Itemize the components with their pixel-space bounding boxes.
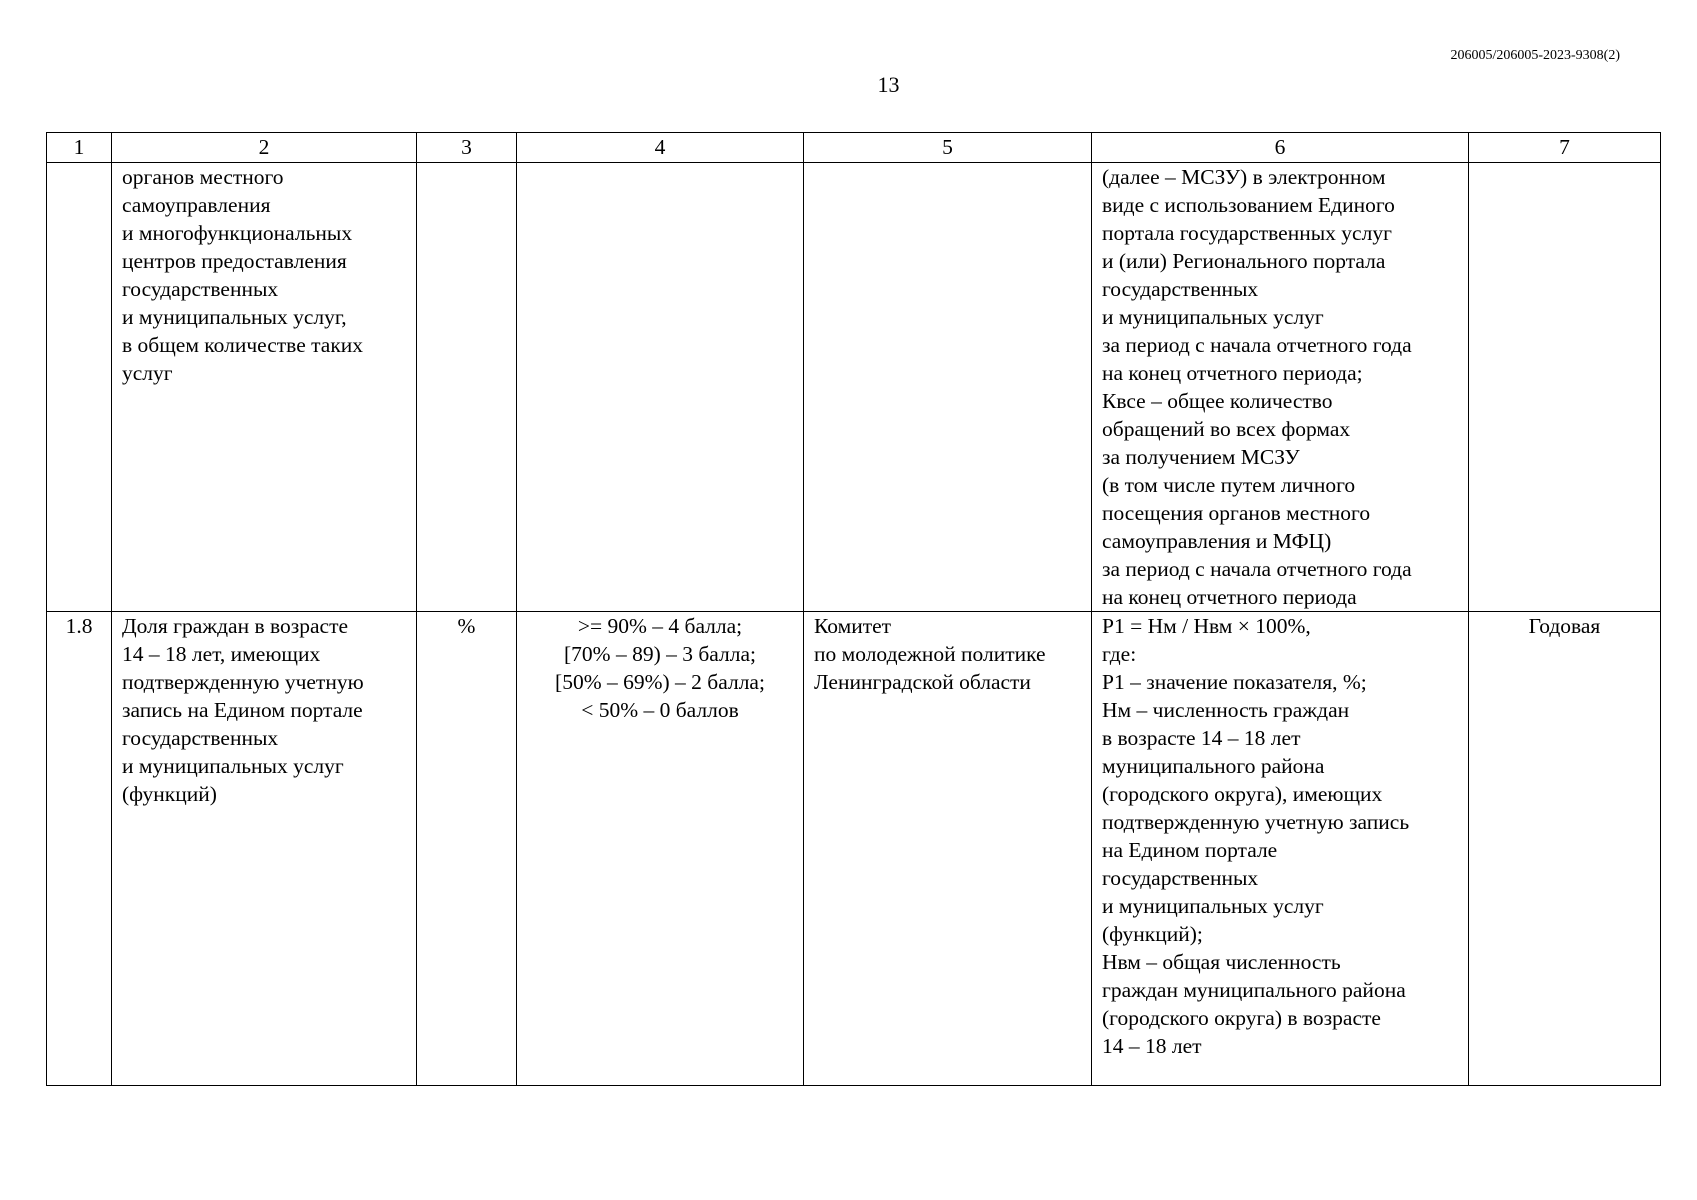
column-header: 2 <box>112 133 417 163</box>
cell-line: граждан муниципального района <box>1102 978 1406 1002</box>
column-header: 5 <box>804 133 1092 163</box>
cell-line: виде с использованием Единого <box>1102 193 1395 217</box>
cell-line: >= 90% – 4 балла; <box>577 614 743 638</box>
cell-line: (в том числе путем личного <box>1102 473 1356 497</box>
column-header: 7 <box>1469 133 1661 163</box>
frequency-cell <box>1469 163 1661 612</box>
cell-line: подтвержденную учетную <box>122 670 364 694</box>
cell-line: государственных <box>1102 277 1259 301</box>
cell-line: Квсе – общее количество <box>1102 389 1333 413</box>
column-header: 6 <box>1092 133 1469 163</box>
cell-line: Нвм – общая численность <box>1102 950 1341 974</box>
unit-cell <box>417 163 517 612</box>
cell-line: портала государственных услуг <box>1102 221 1392 245</box>
indicator-table <box>46 132 1661 1086</box>
cell-line: и многофункциональных <box>122 221 353 245</box>
formula-cell <box>1092 163 1469 612</box>
cell-line: на конец отчетного периода; <box>1102 361 1363 385</box>
cell-line: запись на Едином портале <box>122 698 363 722</box>
cell-line: Нм – численность граждан <box>1102 698 1350 722</box>
responsible-cell <box>804 163 1092 612</box>
cell-line: (далее – МСЗУ) в электронном <box>1102 165 1386 189</box>
cell-line: посещения органов местного <box>1102 501 1371 525</box>
unit-cell: % <box>417 612 517 1086</box>
cell-line: Р1 = Нм / Нвм × 100%, <box>1102 614 1311 638</box>
cell-line: самоуправления <box>122 193 271 217</box>
row-number-cell <box>47 163 112 612</box>
cell-line: Р1 – значение показателя, %; <box>1102 670 1367 694</box>
row-number-cell: 1.8 <box>47 612 112 1086</box>
cell-line: Комитет <box>814 614 892 638</box>
cell-line: [50% – 69%) – 2 балла; <box>555 670 765 694</box>
scoring-cell <box>517 612 804 1086</box>
cell-line: (функций); <box>1102 922 1203 946</box>
cell-line: государственных <box>122 277 279 301</box>
cell-line: 14 – 18 лет <box>1102 1034 1202 1058</box>
cell-line: (городского округа) в возрасте <box>1102 1006 1381 1030</box>
cell-line: 14 – 18 лет, имеющих <box>122 642 321 666</box>
cell-line: и муниципальных услуг <box>1102 894 1324 918</box>
cell-line: на Едином портале <box>1102 838 1278 862</box>
cell-line: и муниципальных услуг, <box>122 305 347 329</box>
cell-line: < 50% – 0 баллов <box>581 698 739 722</box>
cell-line: [70% – 89) – 3 балла; <box>564 642 756 666</box>
page-number: 13 <box>877 72 900 97</box>
cell-line: органов местного <box>122 165 284 189</box>
cell-line: обращений во всех формах <box>1102 417 1351 441</box>
indicator-name-cell <box>112 612 417 1086</box>
cell-line: центров предоставления <box>122 249 347 273</box>
cell-line: Доля граждан в возрасте <box>122 614 349 638</box>
cell-line: и (или) Регионального портала <box>1102 249 1386 273</box>
cell-line: за период с начала отчетного года <box>1102 333 1412 357</box>
cell-line: Ленинградской области <box>814 670 1031 694</box>
cell-line: в возрасте 14 – 18 лет <box>1102 726 1301 750</box>
cell-line: на конец отчетного периода <box>1102 585 1357 609</box>
column-header: 4 <box>517 133 804 163</box>
cell-line: государственных <box>1102 866 1259 890</box>
column-header: 3 <box>417 133 517 163</box>
table-row <box>47 612 1661 1086</box>
cell-line: самоуправления и МФЦ) <box>1102 529 1332 553</box>
cell-line: услуг <box>122 361 173 385</box>
document-id: 206005/206005-2023-9308(2) <box>1450 48 1620 63</box>
scoring-cell <box>517 163 804 612</box>
table-header-row <box>47 133 1661 163</box>
cell-line: по молодежной политике <box>814 642 1046 666</box>
cell-line: подтвержденную учетную запись <box>1102 810 1410 834</box>
formula-cell <box>1092 612 1469 1086</box>
cell-line: за период с начала отчетного года <box>1102 557 1412 581</box>
cell-line: муниципального района <box>1102 754 1325 778</box>
indicator-name-cell <box>112 163 417 612</box>
table-row <box>47 163 1661 612</box>
cell-line: и муниципальных услуг <box>1102 305 1324 329</box>
cell-line: в общем количестве таких <box>122 333 364 357</box>
column-header: 1 <box>47 133 112 163</box>
cell-line: (городского округа), имеющих <box>1102 782 1383 806</box>
cell-line: (функций) <box>122 782 217 806</box>
frequency-cell: Годовая <box>1469 612 1661 1086</box>
responsible-cell <box>804 612 1092 1086</box>
cell-line: где: <box>1102 642 1137 666</box>
cell-line: и муниципальных услуг <box>122 754 344 778</box>
cell-line: за получением МСЗУ <box>1102 445 1300 469</box>
cell-line: государственных <box>122 726 279 750</box>
